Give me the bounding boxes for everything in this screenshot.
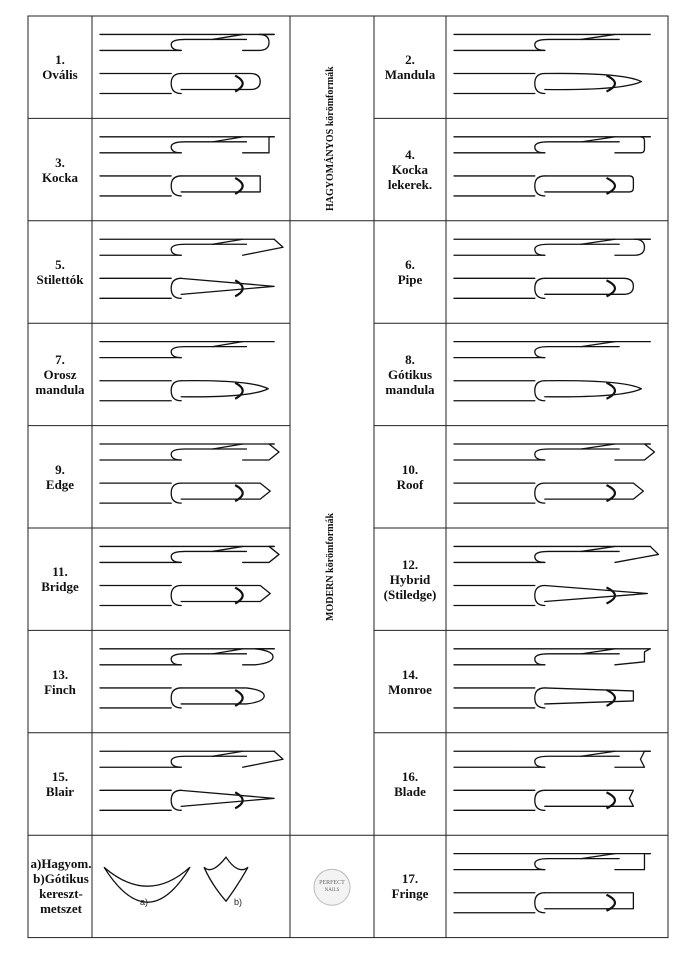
logo-nails-text: NAILS — [324, 888, 340, 894]
label-left-4: 7. Orosz mandula — [35, 351, 85, 397]
label-right-7: 14. Monroe — [388, 666, 432, 697]
nail-drawing-bridge — [100, 546, 279, 605]
modern-section-label: MODERN körömformák — [325, 512, 336, 621]
nail-drawing-square — [100, 137, 274, 196]
label-right-8: 16. Blade — [394, 768, 426, 799]
nail-drawing-gothic — [454, 342, 650, 401]
label-left-8: 15. Blair — [45, 768, 75, 799]
logo-perfect-text: PERFECT — [319, 880, 345, 887]
nail-drawing-finch — [100, 649, 274, 708]
label-right-5: 10. Roof — [396, 461, 424, 492]
nail-drawing-russian — [100, 342, 274, 401]
cross-section-a-label: a) — [140, 897, 149, 908]
label-left-3: 5. Stilettók — [36, 256, 84, 287]
label-right-4: 8. Gótikus mandula — [385, 351, 435, 397]
label-left-5: 9. Edge — [45, 461, 75, 492]
cross-section-label: a)Hagyom. b)Gótikus kereszt- metszet — [30, 856, 92, 917]
chart-grid — [28, 16, 668, 936]
nail-drawing-squoval — [454, 137, 650, 196]
nail-drawing-stiletto — [100, 239, 283, 298]
label-right-2: 4. Kocka lekerek. — [387, 147, 433, 193]
label-left-2: 3. Kocka — [41, 154, 79, 185]
nail-drawing-edge — [100, 444, 279, 503]
label-right-9: 17. Fringe — [391, 871, 429, 902]
label-left-7: 13. Finch — [44, 666, 76, 697]
nail-drawing-hybrid — [454, 546, 658, 605]
nail-drawing-oval — [100, 34, 274, 93]
label-left-6: 11. Bridge — [41, 564, 79, 595]
perfect-nails-logo — [314, 869, 350, 905]
label-right-1: 2. Mandula — [384, 52, 436, 83]
cross-section-b-label: b) — [234, 897, 243, 908]
label-left-1: 1. Ovális — [42, 52, 78, 83]
label-right-6: 12. Hybrid (Stiledge) — [383, 556, 437, 602]
label-right-3: 6. Pipe — [397, 256, 423, 287]
nail-drawing-fringe — [454, 854, 650, 913]
traditional-section-label: HAGYOMÁNYOS körömformák — [325, 66, 336, 211]
nail-drawing-roof — [454, 444, 654, 503]
nail-drawing-blair — [100, 751, 283, 810]
nail-drawing-blade — [454, 751, 650, 810]
nail-drawing-pipe — [454, 239, 650, 298]
nail-drawing-almond — [454, 34, 650, 93]
nail-drawing-monroe — [454, 649, 650, 708]
cross-section-drawing — [104, 857, 248, 902]
